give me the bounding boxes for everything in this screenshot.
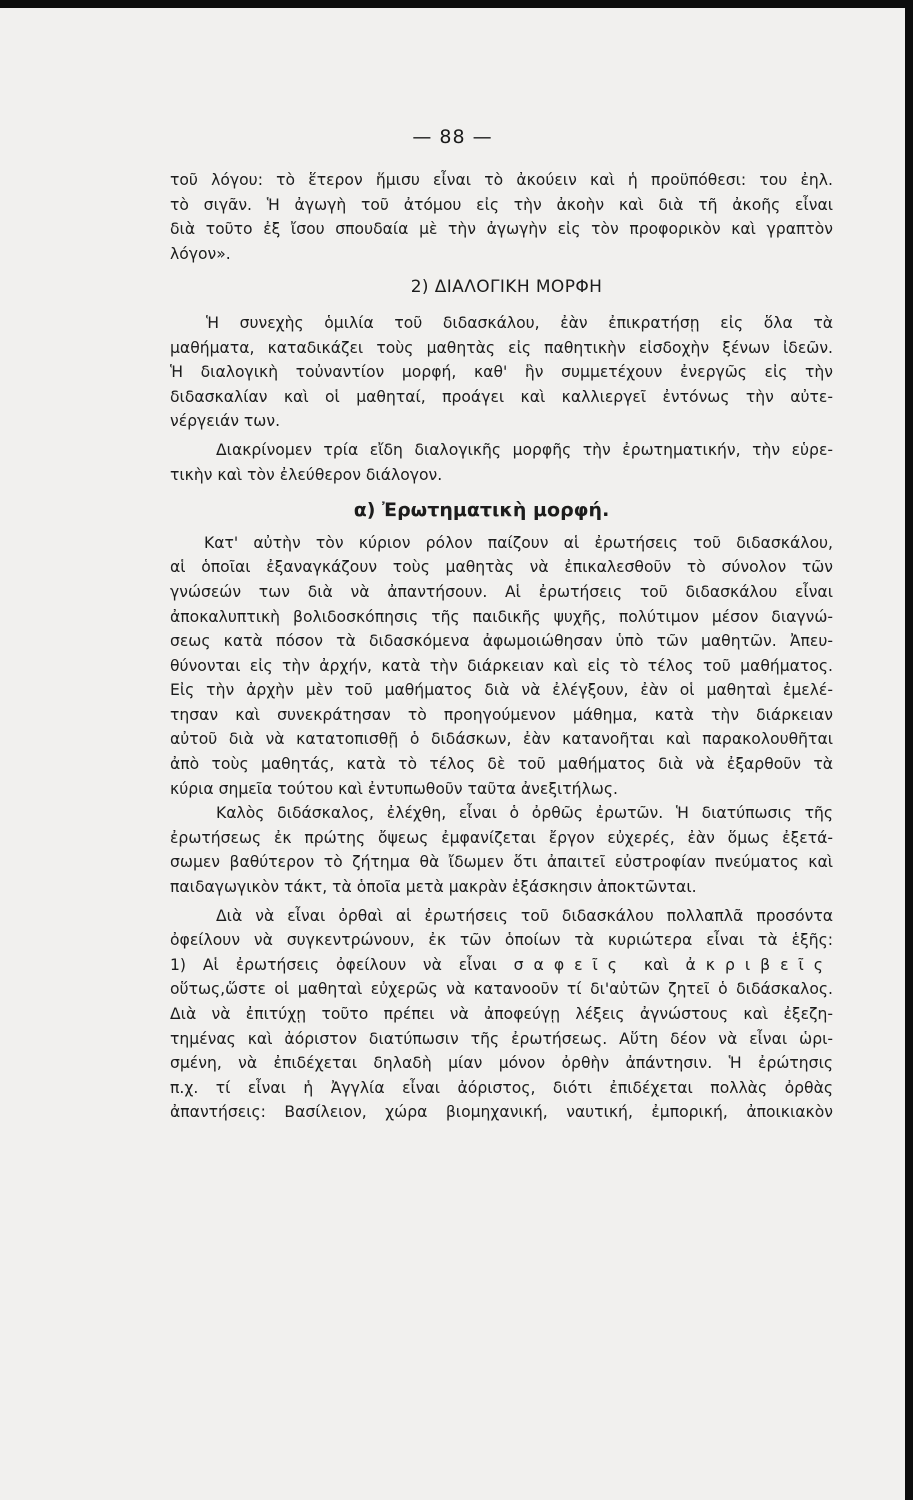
- text-line: κύρια σημεῖα τούτου καὶ ἐντυπωθοῦν ταῦτα ἀνεξιτήλως.: [170, 779, 618, 798]
- page-body: [170, 168, 833, 1125]
- paragraph-2: [170, 311, 833, 434]
- text-line: ἀπαντήσεις: Βασίλειον, χώρα βιομηχανική, ναυτική, ἐμπορική, ἀποικιακὸν: [170, 1103, 833, 1122]
- text-line: διδασκαλίαν καὶ οἱ μαθηταί, προάγει καὶ καλλιεργεῖ ἐντόνως τὴν αὐτε-: [170, 387, 833, 406]
- text-line: Διακρίνομεν τρία εἴδη διαλογικῆς μορφῆς τὴν ἐρωτηματικήν, τὴν εὑρε-: [216, 440, 833, 459]
- text-line: ὀφείλουν νὰ συγκεντρώνουν, ἐκ τῶν ὁποίων τὰ κυριώτερα εἶναι τὰ ἑξῆς:: [170, 931, 833, 950]
- section-heading-question-form: α) Ἐρωτηματικὴ μορφή.: [353, 499, 610, 522]
- paragraph-4: [170, 531, 833, 802]
- section-heading-dialogue: 2) ΔΙΑΛΟΓΙΚΗ ΜΟΡΦΗ: [410, 277, 603, 298]
- text-line: γνώσεών των διὰ νὰ ἀπαντήσουν. Αἱ ἐρωτήσεις τοῦ διδασκάλου εἶναι: [170, 582, 833, 601]
- text-line: σεως κατὰ πόσον τὰ διδασκόμενα ἀφωμοιώθησαν ὑπὸ τῶν μαθητῶν. Ἀπευ-: [170, 632, 833, 651]
- page-number: — 88 —: [412, 126, 493, 148]
- text-line: οὕτως,ὥστε οἱ μαθηταὶ εὐχερῶς νὰ κατανοοῦν τί δι'αὐτῶν ζητεῖ ὁ διδάσκαλος.: [170, 980, 833, 999]
- text-line: νέργειάν των.: [170, 412, 281, 431]
- text-line: Κατ' αὐτὴν τὸν κύριον ρόλον παίζουν αἱ ἐρωτήσεις τοῦ διδασκάλου,: [204, 533, 833, 552]
- text-line: αἱ ὁποῖαι ἐξαναγκάζουν τοὺς μαθητὰς νὰ ἐπικαλεσθοῦν τὸ σύνολον τῶν: [170, 558, 833, 577]
- text-line: τημένας καὶ ἀόριστον διατύπωσιν τῆς ἐρωτήσεως. Αὕτη δέον νὰ εἶναι ὡρι-: [170, 1029, 833, 1048]
- text-line: Διὰ νὰ ἐπιτύχῃ τοῦτο πρέπει νὰ ἀποφεύγῃ λέξεις ἀγνώστους καὶ ἐξεζη-: [170, 1005, 833, 1023]
- paragraph-7: [170, 977, 833, 1125]
- conjunction: καὶ: [643, 955, 669, 974]
- text-line: διὰ τοῦτο ἐξ ἴσου σπουδαία μὲ τὴν ἀγωγὴν εἰς τὸν προφορικὸν καὶ γραπτὸν: [170, 220, 833, 239]
- text-line: θύνονται εἰς τὴν ἀρχήν, κατὰ τὴν διάρκειαν καὶ εἰς τὸ τέλος τοῦ μαθήματος.: [170, 656, 833, 675]
- emphasis-clear: σαφεῖς: [513, 955, 627, 974]
- text-line: τικὴν καὶ τὸν ἐλεύθερον διάλογον.: [170, 465, 443, 484]
- scan-edge: [905, 0, 913, 1500]
- text-line: Διὰ νὰ εἶναι ὀρθαὶ αἱ ἐρωτήσεις τοῦ διδασκάλου πολλαπλᾶ προσόντα: [216, 906, 833, 925]
- text-line: π.χ. τί εἶναι ἡ Ἀγγλία εἶναι ἀόριστος, διότι ἐπιδέχεται πολλὰς ὀρθὰς: [170, 1078, 833, 1097]
- text-line: Ἡ διαλογικὴ τοὐναντίον μορφή, καθ' ἣν συμμετέχουν ἐνεργῶς εἰς τὴν: [170, 363, 833, 382]
- list-item-start: 1) Αἱ ἐρωτήσεις ὀφείλουν νὰ εἶναι: [170, 955, 497, 974]
- text-line: αὐτοῦ διὰ νὰ κατατοπισθῇ ὁ διδάσκων, ἐὰν κατανοῆται καὶ παρακολουθῆται: [170, 730, 833, 749]
- text-line: Καλὸς διδάσκαλος, ἐλέχθη, εἶναι ὁ ὀρθῶς ἐρωτῶν. Ἡ διατύπωσις τῆς: [216, 804, 833, 823]
- text-line: μαθήματα, καταδικάζει τοὺς μαθητὰς εἰς παθητικὴν εἰσδοχὴν ξένων ἰδεῶν.: [170, 338, 833, 357]
- emphasis-accurate: ἀκριβεῖς: [685, 955, 833, 974]
- text-line: τὸ σιγᾶν. Ἡ ἀγωγὴ τοῦ ἀτόμου εἰς τὴν ἀκοὴν καὶ διὰ τῆ ἀκοῆς εἶναι: [170, 195, 833, 214]
- paragraph-5: [170, 801, 833, 899]
- text-line: παιδαγωγικὸν τάκτ, τὰ ὁποῖα μετὰ μακρὰν ἐξάσκησιν ἀποκτῶνται.: [170, 878, 697, 897]
- text-line: τοῦ λόγου: τὸ ἕτερον ἥμισυ εἶναι τὸ ἀκούειν καὶ ἡ προϋπόθεσι: του ἐηλ.: [170, 171, 833, 189]
- text-line: σμένη, νὰ ἐπιδέχεται δηλαδὴ μίαν μόνον ὀρθὴν ἀπάντησιν. Ἡ ἐρώτησις: [170, 1054, 833, 1073]
- text-line: ἐρωτήσεως ἐκ πρώτης ὄψεως ἐμφανίζεται ἔργον εὐχερές, ἐὰν ὅμως ἐξετά-: [170, 828, 833, 847]
- text-line-spaced: [170, 953, 833, 978]
- text-line: σωμεν βαθύτερον τὸ ζήτημα θὰ ἴδωμεν ὅτι ἀπαιτεῖ εὐστροφίαν πνεύματος καὶ: [170, 853, 833, 872]
- paragraph-1: [170, 168, 833, 266]
- text-line: λόγον».: [170, 244, 231, 263]
- text-line: ἀπὸ τοὺς μαθητάς, κατὰ τὸ τέλος δὲ τοῦ μαθήματος διὰ νὰ ἐξαρθοῦν τὰ: [170, 755, 833, 774]
- text-line: Ἡ συνεχὴς ὁμιλία τοῦ διδασκάλου, ἐὰν ἐπικρατήσῃ εἰς ὅλα τὰ: [206, 313, 833, 332]
- text-line: τησαν καὶ συνεκράτησαν τὸ προηγούμενον μάθημα, κατὰ τὴν διάρκειαν: [170, 705, 833, 724]
- text-line: ἀποκαλυπτικὴ βολιδοσκόπησις τῆς παιδικῆς ψυχῆς, πολύτιμον μέσον διαγνώ-: [170, 607, 833, 626]
- paragraph-6: [170, 904, 833, 978]
- paragraph-3: [170, 438, 833, 487]
- text-line: Εἰς τὴν ἀρχὴν μὲν τοῦ μαθήματος διὰ νὰ ἐλέγξουν, ἐὰν οἱ μαθηταὶ ἐμελέ-: [170, 681, 833, 700]
